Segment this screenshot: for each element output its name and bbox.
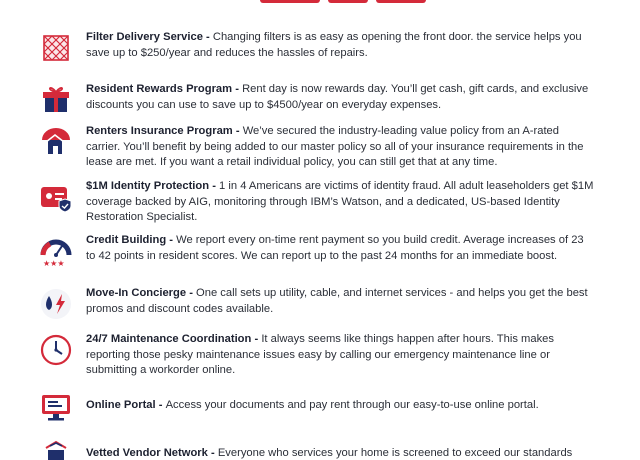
filter-grid-icon xyxy=(38,30,74,66)
service-body: We’ve secured the industry-leading value policy from an A-rated carrier. You’ll benefit by being added to our master policy so all of your insurance requirements in the lease are met. If you want a retail individual policy, you can still get that at any time. xyxy=(86,125,584,169)
svg-text:★★★: ★★★ xyxy=(43,259,65,268)
header-fragment xyxy=(260,0,460,6)
service-body: It always seems like things happen after hours. This makes reporting those pesky maintenance issues easy by calling our emergency maintenance line or submitting a workorder online. xyxy=(86,333,554,377)
service-title: $1M Identity Protection xyxy=(86,180,210,192)
umbrella-house-icon xyxy=(38,124,74,160)
service-body: Everyone who services your home is screened to exceed our standards xyxy=(217,447,573,459)
service-description: Filter Delivery Service - Changing filters is as easy as opening the front door. the service helps you save up to $250/year and reduces the hassles of repairs. xyxy=(86,31,582,59)
service-body: 1 in 4 Americans are victims of identity fraud. All adult leaseholders get $1M coverage backed by AIG, monitoring through IBM’s Watson, and a dedicated, US-based Identity Restoration Specialist. xyxy=(86,180,594,224)
service-description: Resident Rewards Program - Rent day is now rewards day. You’ll get cash, gift cards, and exclusive discounts you can use to save up to $4500/year on everyday expenses. xyxy=(86,83,589,111)
service-body: Rent day is now rewards day. You’ll get cash, gift cards, and exclusive discounts you can use to save up to $4500/year on everyday expenses. xyxy=(86,83,589,111)
service-title: Renters Insurance Program xyxy=(86,125,233,137)
id-card-shield-icon xyxy=(38,179,74,215)
service-title: Credit Building xyxy=(86,234,167,246)
service-body: One call sets up utility, cable, and internet services - and helps you get the best promos and discount codes available. xyxy=(86,287,588,315)
service-description: Move-In Concierge - One call sets up utility, cable, and internet services - and helps you get the best promos and discount codes available. xyxy=(86,287,588,315)
vendor-badge-icon xyxy=(38,440,74,460)
service-title: Move-In Concierge xyxy=(86,287,187,299)
service-description: Vetted Vendor Network - Everyone who services your home is screened to exceed our standards xyxy=(86,447,573,459)
service-title: Vetted Vendor Network xyxy=(86,447,208,459)
utilities-icon xyxy=(38,286,74,322)
service-description: Renters Insurance Program - We’ve secured the industry-leading value policy from an A-rated carrier. You’ll benefit by being added to our master policy so all of your insurance requirements in the lease are met. If you want a retail individual policy, you can still get that at any time. xyxy=(86,125,584,169)
service-description: $1M Identity Protection - 1 in 4 Americans are victims of identity fraud. All adult leaseholders get $1M coverage backed by AIG, monitoring through IBM’s Watson, and a dedicated, US-based Identity Restoration Specialist. xyxy=(86,180,594,224)
service-description: 24/7 Maintenance Coordination - It always seems like things happen after hours. This makes reporting those pesky maintenance issues easy by calling our emergency maintenance line or submitting a workorder online. xyxy=(86,333,554,377)
clock-icon xyxy=(38,332,74,368)
monitor-icon xyxy=(38,389,74,425)
service-title: Filter Delivery Service xyxy=(86,31,203,43)
service-description: Online Portal - Access your documents and pay rent through our easy-to-use online portal. xyxy=(86,399,539,411)
service-title: Online Portal xyxy=(86,399,156,411)
service-title: 24/7 Maintenance Coordination xyxy=(86,333,252,345)
service-title: Resident Rewards Program xyxy=(86,83,233,95)
service-body: Access your documents and pay rent through our easy-to-use online portal. xyxy=(165,399,539,411)
service-body: Changing filters is as easy as opening the front door. the service helps you save up to $250/year and reduces the hassles of repairs. xyxy=(86,31,582,59)
service-body: We report every on-time rent payment so you build credit. Average increases of 23 to 42 points in resident scores. We can report up to the past 24 months for an immediate boost. xyxy=(86,234,584,262)
gift-box-icon xyxy=(38,82,74,118)
service-description: Credit Building - We report every on-time rent payment so you build credit. Average increases of 23 to 42 points in resident scores. We can report up to the past 24 months for an immediate boost. xyxy=(86,234,584,262)
credit-gauge-icon xyxy=(38,233,74,269)
